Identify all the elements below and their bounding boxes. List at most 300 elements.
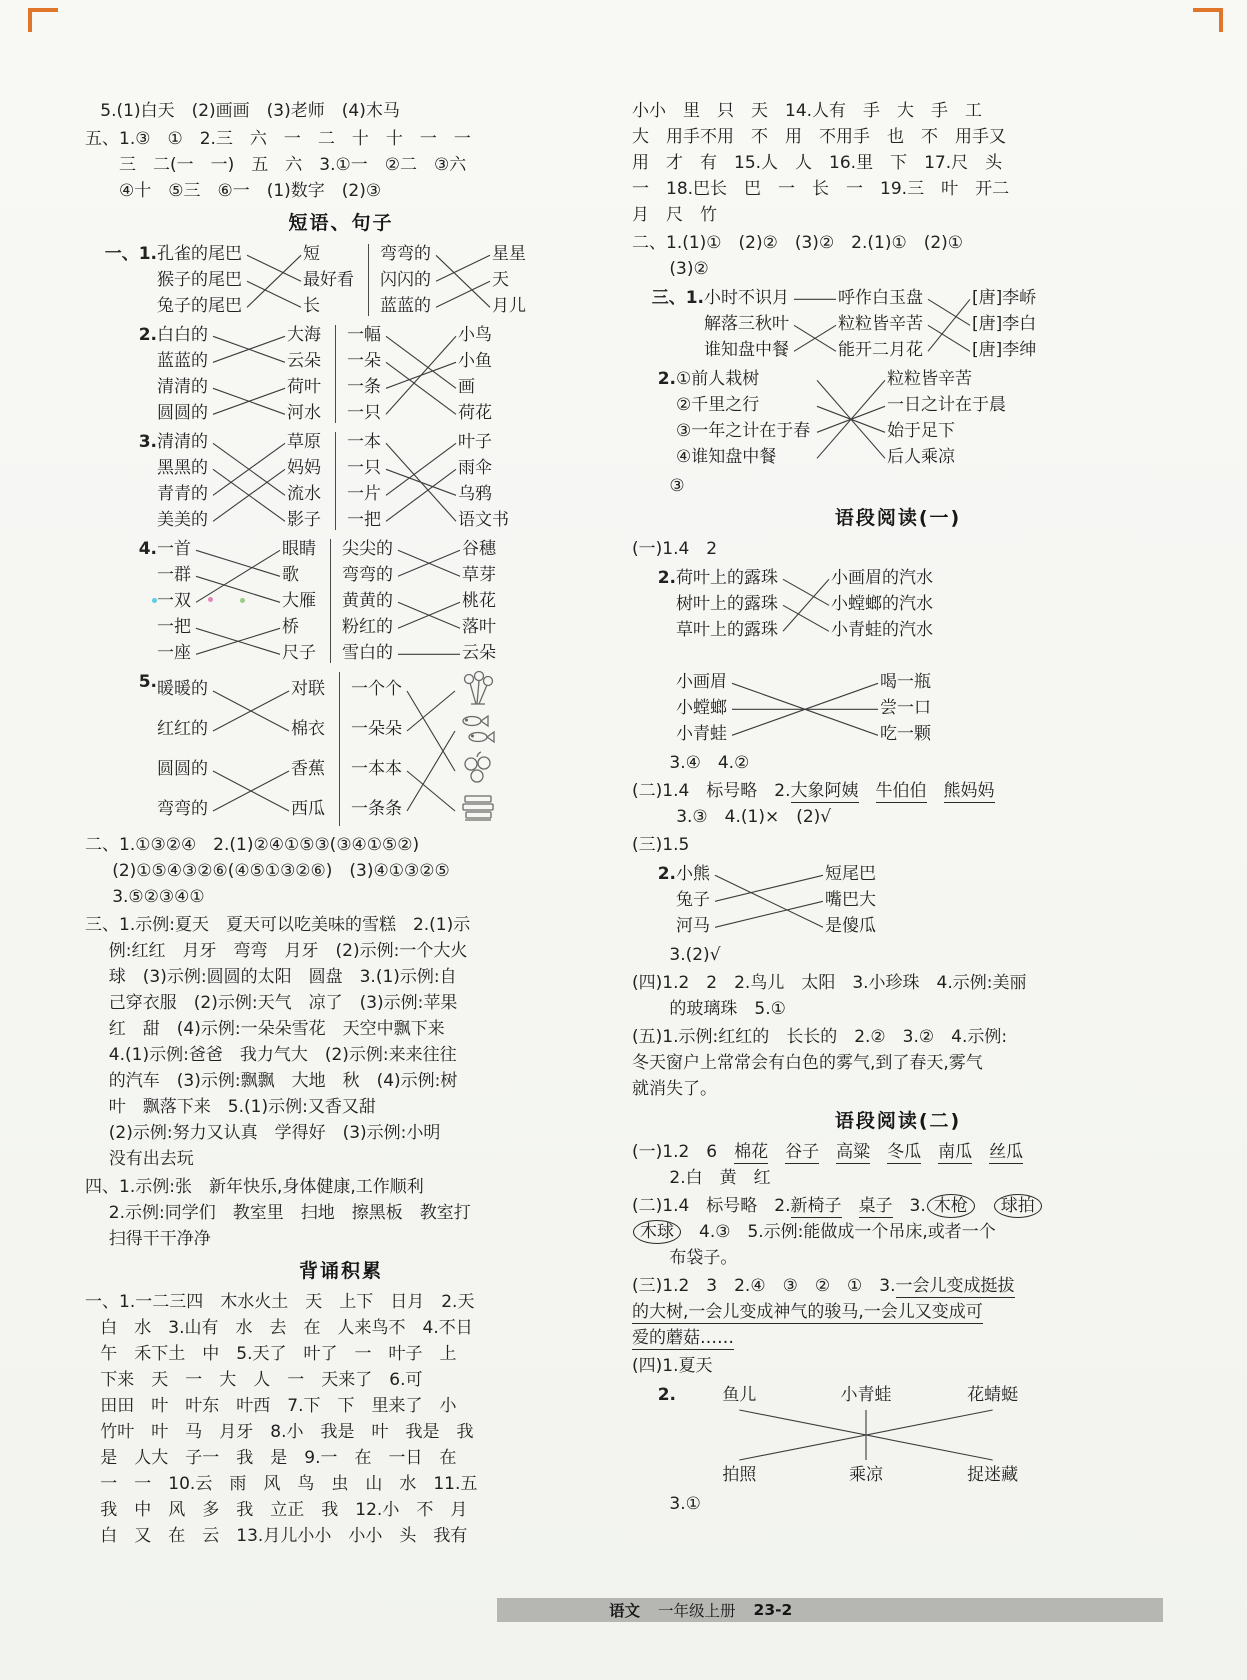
answer-line [85,126,597,152]
hmatch-top-item: 花蜻蜓 [967,1385,1019,1405]
answer-text: 四、1.示例:张 新年快乐,身体健康,工作顺利 [85,1177,424,1197]
answer-text: 3.⑤②③④① [112,887,205,907]
matcher [380,241,529,319]
match-left-item: 一条条 [351,799,402,819]
answer-line [85,1367,597,1393]
answer-text: 月 尺 竹 [632,205,717,225]
answer-block [85,912,597,1172]
match-left-item: 一幅 [347,325,381,345]
answer-block [85,126,597,204]
hmatch-bottom-item: 捉迷藏 [967,1465,1019,1485]
match-right-item: 尝一口 [880,698,931,718]
match-left-item: 暖暖的 [157,679,208,699]
answer-line [632,1050,1164,1076]
section-title-text: 背诵积累 [298,1260,383,1282]
answer-text: 叶 飘落下来 5.(1)示例:又香又甜 [108,1097,376,1117]
match-left [676,861,713,939]
match-left-item: 小螳螂 [676,698,727,718]
match-prefix: 三、1. [651,288,704,308]
match-left [676,669,730,747]
answer-block [85,98,597,124]
answer-line [85,1341,597,1367]
match-left-item: 一只 [347,458,381,478]
answer-text: 一 一 10.云 雨 风 鸟 虫 山 水 11.五 [100,1474,478,1494]
matcher [157,669,328,829]
match-lines [713,861,825,939]
match-left [380,241,434,319]
answer-text: (一)1.2 6 [632,1142,735,1162]
section-title [85,210,597,236]
match-lines [405,669,457,829]
match-right-item: 后人乘凉 [887,447,955,467]
match-right-item [457,669,503,709]
match-right-item: 小鸟 [458,325,492,345]
match-exercise [632,669,1164,747]
match-lines [792,285,838,363]
answer-line [85,1226,597,1252]
match-exercise [85,322,597,426]
match-lines [211,669,291,829]
answer-text: 桌子 [858,1196,893,1216]
match-right [287,322,324,426]
answer-text: ④十 ⑤三 ⑥一 (1)数字 (2)③ [119,181,382,201]
match-left-item: 一片 [347,484,381,504]
answer-text: 五、1.③ ① 2.三 六 一 二 十 十 一 一 [85,129,471,149]
match-exercise [632,366,1164,470]
match-prefix: 2. [138,325,157,345]
answer-line [85,178,597,204]
answer-line [632,536,1164,562]
answer-line [632,1491,1164,1517]
answer-block [632,942,1164,968]
answer-line [632,150,1164,176]
answer-line [85,152,597,178]
match-right-item: 荷叶 [287,377,321,397]
answer-line [632,98,1164,124]
matcher-divider [330,539,331,663]
match-right-item: 小鱼 [458,351,492,371]
match-lines [926,285,972,363]
answer-block [632,473,1164,499]
match-left-item: 一双 [157,591,191,611]
match-prefix: 2. [657,1385,676,1405]
answer-line [632,1076,1164,1102]
match-left-item: ②千里之行 [676,395,760,415]
answer-block [632,1024,1164,1102]
match-right-item: 草原 [287,432,321,452]
match-exercise [85,669,597,829]
hmatch-bottom-item: 乘凉 [849,1465,883,1485]
section-title [85,1258,597,1284]
answer-block [632,1193,1164,1271]
match-right [880,669,934,747]
match-right-item: 乌鸦 [458,484,492,504]
match-right-item: 桃花 [462,591,496,611]
match-left-item: 一座 [157,643,191,663]
match-left-item: 河马 [676,916,710,936]
match-right-item: 一日之计在于晨 [887,395,1006,415]
answer-line [85,1471,597,1497]
match-right-item: 喝一瓶 [880,672,931,692]
hmatch-top-item: 小青蛙 [840,1385,892,1405]
match-left-item: 弯弯的 [157,799,208,819]
answer-line [85,1315,597,1341]
match-col2 [972,285,1046,363]
answer-block [85,1289,597,1549]
answer-text: 3.③ 4.(1)× (2)√ [676,807,832,827]
answer-text [768,1142,785,1162]
answer-line [85,1497,597,1523]
answer-text: (四)1.夏天 [632,1356,713,1376]
match-right-item: 尺子 [282,643,316,663]
answer-text [976,1196,993,1216]
answer-text: 的汽车 (3)示例:飘飘 大地 秋 (4)示例:树 [108,1071,458,1091]
match-col2-item: [唐]李峤 [972,288,1037,308]
match-left-item: 弯弯的 [342,565,393,585]
answer-text: 2.示例:同学们 教室里 扫地 擦黑板 教室打 [108,1203,471,1223]
match-left-item: 圆圆的 [157,759,208,779]
fruits-icon [457,750,499,788]
match-left-item: ①前人栽树 [676,369,760,389]
match-right-item: 语文书 [458,510,509,530]
section-title-text: 语段阅读(二) [834,1110,962,1132]
match-exercise [632,1382,1164,1488]
answer-text: 用 才 有 15.人 人 16.里 下 17.尺 头 [632,153,1003,173]
match-left-item: 蓝蓝的 [157,351,208,371]
match-left-item: 一个个 [351,679,402,699]
answer-text: 三、1.示例:夏天 夏天可以吃美味的雪糕 2.(1)示 [85,915,471,935]
answer-block [632,970,1164,1022]
answer-text: ③ [669,476,685,496]
answer-text: 小小 里 只 天 14.人有 手 大 手 工 [632,101,983,121]
matcher [676,565,936,643]
match-right-item: 谷穗 [462,539,496,559]
match-right [462,536,499,666]
match-left-item: 荷叶上的露珠 [676,568,778,588]
answer-text: 3.① [669,1494,701,1514]
answer-text: 的大树,一会儿变成神气的骏马,一会儿又变成可 [632,1302,983,1322]
answer-text: 3.(2)√ [669,945,721,965]
match-lines [211,322,287,426]
answer-text: 二、1.①③②④ 2.(1)②④①⑤③(③④①⑤②) [85,835,420,855]
match-right-item: 画 [458,377,475,397]
match-col0-item: 解落三秋叶 [704,314,789,334]
answer-text: 大象阿姨 [790,781,859,801]
match-right-item [457,709,503,749]
match-lines [434,241,492,319]
match-left-item: 小画眉 [676,672,727,692]
match-right-item: 歌 [282,565,299,585]
matcher [342,536,499,666]
match-left-item: 清清的 [157,377,208,397]
match-right-item: 流水 [287,484,321,504]
section-title-text: 短语、句子 [288,212,394,234]
match-left-item: 清清的 [157,432,208,452]
match-left-item: 一把 [157,617,191,637]
answer-text: 冬天窗户上常常会有白色的雾气,到了春天,雾气 [632,1053,983,1073]
answer-text: 红 甜 (4)示例:一朵朵雪花 天空中飘下来 [108,1019,445,1039]
matcher-divider [339,672,340,826]
match-left [342,536,396,666]
match-left-item: 一朵 [347,351,381,371]
match-left-item: 兔子 [676,890,710,910]
match-col0 [704,285,792,363]
match-right-item: 叶子 [458,432,492,452]
answer-text [842,1196,859,1216]
footer-page-number: 23-2 [753,1601,793,1619]
matcher [157,241,357,319]
match-right [287,429,324,533]
hmatch-bottom-item: 拍照 [722,1465,757,1485]
hmatch-bottom-row [676,1462,1056,1488]
answer-line [632,942,1164,968]
match-col0-item: 谁知盘中餐 [704,340,789,360]
answer-text: 木枪 [927,1194,975,1218]
answer-text: (二)1.4 标号略 2. [632,1196,791,1216]
left-column [85,98,597,1551]
match-right-item: 短尾巴 [825,864,876,884]
match-exercise [85,536,597,666]
answer-line [85,884,597,910]
match-left-item: 蓝蓝的 [380,296,431,316]
match-right-item: 棉衣 [291,719,325,739]
match-left [676,565,781,643]
match-lines [194,536,282,666]
answer-text: 大 用手不用 不 用 不用手 也 不 用手又 [632,127,1006,147]
answer-line [85,98,597,124]
answer-text: 竹叶 叶 马 月牙 8.小 我是 叶 我是 我 [100,1422,474,1442]
answer-text: 田田 叶 叶东 叶西 7.下 下 里来了 小 [100,1396,457,1416]
match-right-item: 落叶 [462,617,496,637]
match-prefix: 3. [138,432,157,452]
match-right-item: 大海 [287,325,321,345]
match-lines [730,669,880,747]
answer-line [632,1245,1164,1271]
match-lines [245,241,303,319]
answer-text: (3)② [669,259,709,279]
answer-text [921,1142,938,1162]
match-right-item: 大雁 [282,591,316,611]
match-left-item: 一首 [157,539,191,559]
match-left-item: 树叶上的露珠 [676,594,778,614]
match-right-item: 香蕉 [291,759,325,779]
answer-text: 高粱 [836,1142,871,1162]
match-left-item: 一朵朵 [351,719,402,739]
fish-icon [457,710,499,748]
answer-text: 南瓜 [938,1142,973,1162]
answer-block [632,230,1164,282]
answer-line [85,1042,597,1068]
match-right-item: 天 [492,270,509,290]
match-left-item: 美美的 [157,510,208,530]
answer-block [632,778,1164,830]
answer-line [632,1193,1164,1219]
match-right [458,322,495,426]
answer-line [632,1219,1164,1245]
match-left [157,322,211,426]
matcher [676,366,1009,470]
answer-text: 一、1.一二三四 木水火土 天 上下 日月 2.天 [85,1292,475,1312]
answer-block [632,1139,1164,1191]
answer-line [85,1289,597,1315]
match-lines [815,366,887,470]
match-left-item: 草叶上的露珠 [676,620,778,640]
match-left-item: 粉红的 [342,617,393,637]
matcher [676,669,934,747]
match-prefix: 4. [138,539,157,559]
match-right-item: 草芽 [462,565,496,585]
answer-text: 3.④ 4.② [669,753,750,773]
matcher [347,429,512,533]
answer-line [85,1393,597,1419]
answer-block [632,832,1164,858]
match-right-item: 是傻瓜 [825,916,876,936]
answer-line [85,1094,597,1120]
match-right-item: 小青蛙的汽水 [831,620,933,640]
answer-text: 谷子 [785,1142,820,1162]
match-right-item [457,789,503,829]
flowers-icon [457,670,499,708]
answer-line [85,1445,597,1471]
match-lines [781,565,831,643]
answer-line [632,473,1164,499]
answer-line [632,778,1164,804]
answer-text: (二)1.4 标号略 2. [632,781,791,801]
match-left [157,669,211,829]
answer-text: 我 中 风 多 我 立正 我 12.小 不 月 [100,1500,468,1520]
answer-text: 白 水 3.山有 水 去 在 人来鸟不 4.不日 [100,1318,473,1338]
match-left-item: 猴子的尾巴 [157,270,242,290]
answer-text [859,781,876,801]
answer-line [85,858,597,884]
match-right-item: 月儿 [492,296,526,316]
answer-line [632,1273,1164,1299]
matcher-divider [335,325,336,423]
answer-line [632,970,1164,996]
match-right-item: 桥 [282,617,299,637]
match-right [458,429,512,533]
match-left-item: 一本 [347,432,381,452]
matcher [157,322,324,426]
answer-text [972,1142,989,1162]
match-left [676,366,815,470]
answer-text: 午 禾下土 中 5.天了 叶了 一 叶子 上 [100,1344,457,1364]
match-col1-item: 能开二月花 [838,340,923,360]
answer-text: (一)1.4 2 [632,539,718,559]
match-right-item: 吃一颗 [880,724,931,744]
answer-line [85,1120,597,1146]
match-left-item: 兔子的尾巴 [157,296,242,316]
answer-text: 球拍 [994,1194,1042,1218]
match-left-item: 一把 [347,510,381,530]
match-right [291,669,328,829]
answer-text: (2)①⑤④③②⑥(④⑤①③②⑥) (3)④①③②⑤ [112,861,450,881]
match-right-item: 星星 [492,244,526,264]
match-left [347,322,384,426]
hmatch-top-item: 鱼儿 [722,1385,757,1405]
match-right-item: 小螳螂的汽水 [831,594,933,614]
match-left-item: 弯弯的 [380,244,431,264]
match-left-item: ③一年之计在于春 [676,421,811,441]
answer-text [927,781,944,801]
answer-text: 是 人大 子一 我 是 9.一 在 一日 在 [100,1448,457,1468]
match-left-item: 黄黄的 [342,591,393,611]
match-left [157,429,211,533]
match-right-item: 妈妈 [287,458,321,478]
match-right-item: 云朵 [287,351,321,371]
match-left-item: 红红的 [157,719,208,739]
match-right-item: 河水 [287,403,321,423]
answer-line [632,176,1164,202]
match-right-item: 粒粒皆辛苦 [887,369,972,389]
footer-grade: 一年级上册 [658,1602,736,1620]
answer-block [632,98,1164,228]
match-left-item: 一条 [347,377,381,397]
match-lines [396,536,462,666]
match-right-item: 嘴巴大 [825,890,876,910]
match-exercise [632,565,1164,643]
match-left-item: 青青的 [157,484,208,504]
answer-text: 丝瓜 [989,1142,1024,1162]
answer-text: 牛伯伯 [875,781,927,801]
match-right-item: 最好看 [303,270,354,290]
answer-text: 例:红红 月牙 弯弯 月牙 (2)示例:一个大火 [108,941,468,961]
answer-line [632,202,1164,228]
match-right [282,536,319,666]
answer-text: 4.(1)示例:爸爸 我力气大 (2)示例:来来往往 [108,1045,457,1065]
answer-text: (四)1.2 2 2.鸟儿 太阳 3.小珍珠 4.示例:美丽 [632,973,1027,993]
match-left-item: 小青蛙 [676,724,727,744]
match-right-item: 短 [303,244,320,264]
match-left-item: 白白的 [157,325,208,345]
answer-text [819,1142,836,1162]
match-left-item: 圆圆的 [157,403,208,423]
crop-mark-top-left [28,8,58,32]
match-right [825,861,879,939]
answer-block [85,1174,597,1252]
answer-line [632,1299,1164,1325]
matcher [157,429,324,533]
match-lines [384,429,458,533]
match-right [492,241,529,319]
right-column [632,98,1164,1519]
match-right-item: 始于足下 [887,421,955,441]
answer-text: 就消失了。 [632,1079,717,1099]
answer-block [632,1491,1164,1517]
answer-text: 3. [892,1196,926,1216]
match-right [303,241,357,319]
answer-line [632,230,1164,256]
answer-line [85,990,597,1016]
answer-text: 4.③ 5.示例:能做成一个吊床,或者一个 [682,1222,996,1242]
match-right-item: 雨伞 [458,458,492,478]
matcher [157,536,319,666]
answer-line [85,1016,597,1042]
books-icon [457,790,499,828]
match-left-item: 一只 [347,403,381,423]
answer-text: 2.白 黄 红 [669,1168,771,1188]
answer-line [632,750,1164,776]
answer-line [85,1200,597,1226]
crop-mark-top-right [1193,8,1223,32]
match-lines [211,429,287,533]
answer-block [632,1353,1164,1379]
match-left-item: ④谁知盘中餐 [676,447,777,467]
answer-text: (五)1.示例:红红的 长长的 2.② 3.② 4.示例: [632,1027,1008,1047]
answer-line [85,938,597,964]
answer-text: 球 (3)示例:圆圆的太阳 圆盘 3.(1)示例:自 [108,967,457,987]
answer-line [632,1353,1164,1379]
